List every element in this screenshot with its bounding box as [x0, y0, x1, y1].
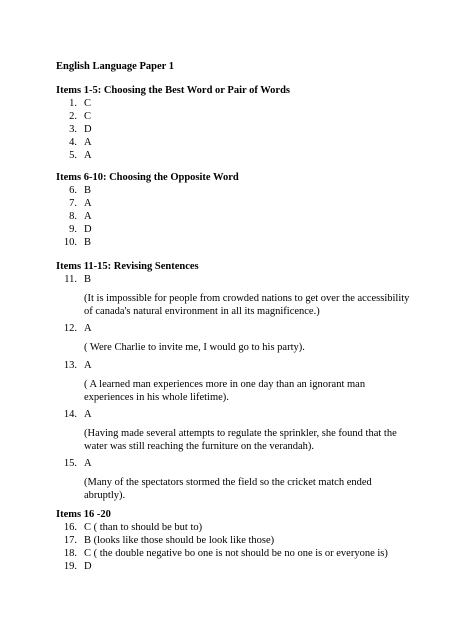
item-number: 15.	[63, 458, 77, 469]
item-number: 18.	[63, 548, 77, 559]
item-answer: A	[84, 323, 92, 334]
item-number: 6.	[69, 185, 77, 196]
item-number: 16.	[63, 522, 77, 533]
item-answer: D	[84, 224, 92, 235]
item-answer: A	[84, 137, 92, 148]
item-explanation: (It is impossible for people from crowded nations to get over the accessibility of canada's natural environment in all its magnificence.)	[84, 293, 410, 317]
item-answer: A	[84, 198, 92, 209]
item-number: 3.	[69, 124, 77, 135]
section-heading: Items 11-15: Revising Sentences	[56, 261, 199, 272]
item-number: 4.	[69, 137, 77, 148]
item-answer: B	[84, 185, 92, 196]
item-number: 7.	[69, 198, 77, 209]
item-number: 5.	[69, 150, 77, 161]
item-number: 19.	[63, 561, 77, 572]
item-answer: A	[84, 360, 92, 371]
item-answer: D	[84, 561, 92, 572]
item-answer: C	[84, 98, 92, 109]
item-answer: B (looks like those should be look like those)	[84, 535, 275, 546]
item-explanation: ( Were Charlie to invite me, I would go to his party).	[84, 342, 305, 353]
document-title: English Language Paper 1	[56, 61, 174, 72]
item-number: 13.	[63, 360, 77, 371]
section-heading: Items 16 -20	[56, 509, 111, 520]
item-answer: B	[84, 237, 92, 248]
item-answer: A	[84, 211, 92, 222]
item-number: 1.	[69, 98, 77, 109]
item-number: 2.	[69, 111, 77, 122]
item-answer: C ( the double negative bo one is not should be no one is or everyone is)	[84, 548, 388, 559]
item-number: 9.	[69, 224, 77, 235]
item-number: 12.	[63, 323, 77, 334]
item-number: 11.	[64, 274, 77, 285]
item-number: 8.	[69, 211, 77, 222]
item-explanation: ( A learned man experiences more in one day than an ignorant man experiences in his whole lifetime).	[84, 379, 366, 403]
item-answer: A	[84, 150, 92, 161]
section-heading: Items 6-10: Choosing the Opposite Word	[56, 172, 239, 183]
item-number: 17.	[63, 535, 77, 546]
item-answer: A	[84, 458, 92, 469]
item-answer: A	[84, 409, 92, 420]
item-answer: D	[84, 124, 92, 135]
item-number: 14.	[63, 409, 77, 420]
section-heading: Items 1-5: Choosing the Best Word or Pair of Words	[56, 85, 291, 96]
item-answer: C ( than to should be but to)	[84, 522, 203, 533]
item-explanation: (Many of the spectators stormed the field so the cricket match ended abruptly).	[84, 477, 372, 501]
item-explanation: (Having made several attempts to regulate the sprinkler, she found that the water was still reaching the furniture on the verandah).	[84, 428, 397, 452]
item-number: 10.	[63, 237, 77, 248]
item-answer: B	[84, 274, 92, 285]
item-answer: C	[84, 111, 92, 122]
